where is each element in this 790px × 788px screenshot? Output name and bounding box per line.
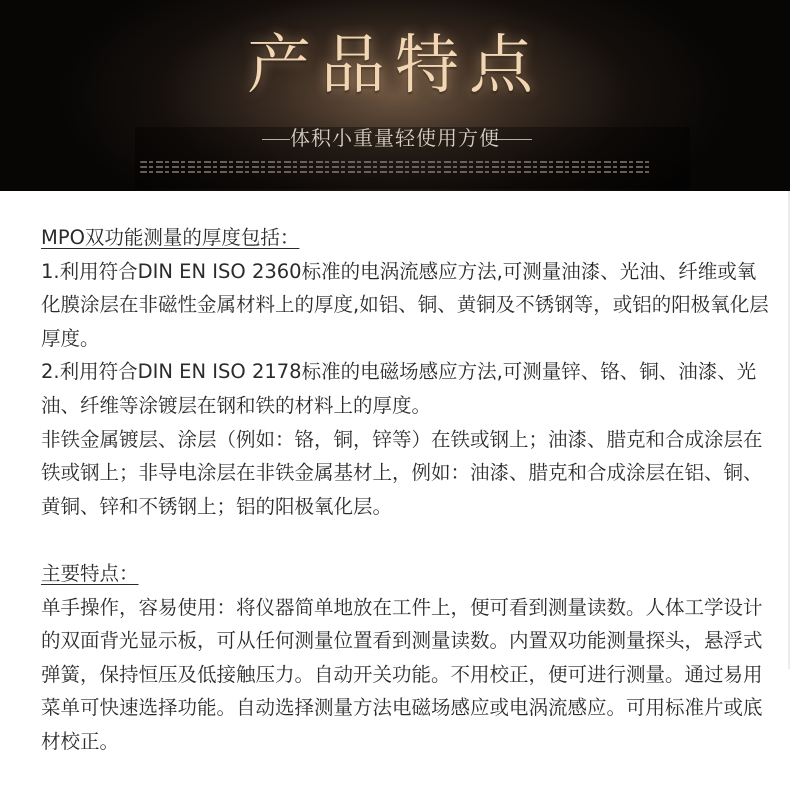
fine-print-line [140, 171, 650, 173]
banner-fine-print-decoration [140, 158, 650, 182]
section1-paragraph-3: 非铁金属镀层、涂层（例如：铬，铜，锌等）在铁或钢上；油漆、腊克和合成涂层在铁或钢上；非导电涂层在非铁金属基材上，例如：油漆、腊克和合成涂层在铝、铜、黄铜、锌和不锈钢上；铝的阳极氧化层。 [41, 427, 763, 518]
section1-heading [41, 221, 771, 255]
header-banner [0, 0, 790, 191]
section-spacer [41, 523, 771, 557]
product-description [41, 221, 771, 759]
section1-paragraph-1: 1.利用符合DIN EN ISO 2360标准的电涡流感应方法,可测量油漆、光油、纤维或氧化膜涂层在非磁性金属材料上的厚度,如铝、铜、黄铜及不锈钢等，或铝的阳极氧化层厚度。 [41, 259, 769, 350]
section2-heading-text: 主要特点： [41, 561, 139, 585]
fine-print-line [140, 166, 650, 168]
section2-heading [41, 557, 771, 591]
fine-print-line [140, 161, 650, 163]
banner-subtitle: 体积小重量轻使用方便 [290, 126, 500, 150]
section1-paragraph-2: 2.利用符合DIN EN ISO 2178标准的电磁场感应方法,可测量锌、铬、铜、油漆、光油、纤维等涂镀层在钢和铁的材料上的厚度。 [41, 360, 757, 417]
section2-paragraph: 单手操作，容易使用：将仪器简单地放在工件上，便可看到测量读数。人体工学设计的双面背光显示板，可从任何测量位置看到测量读数。内置双功能测量探头，悬浮式弹簧，保持恒压及低接触压力。自动开关功能。不用校正，便可进行测量。通过易用菜单可快速选择功能。自动选择测量方法电磁场感应或电涡流感应。可用标准片或底材校正。 [41, 595, 763, 753]
banner-title: 产品特点 [247, 29, 543, 103]
section1-heading-text: MPO双功能测量的厚度包括： [41, 226, 300, 249]
